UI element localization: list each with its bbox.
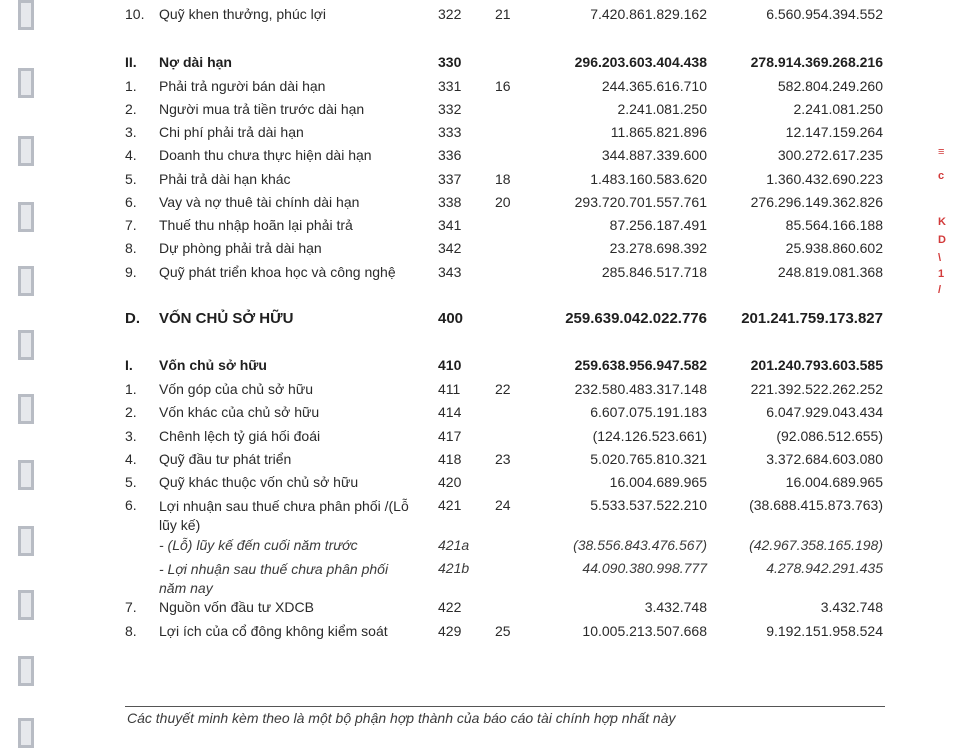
row-label: Thuế thu nhập hoãn lại phải trả	[159, 217, 353, 233]
value-current-year: 2.241.081.250	[617, 101, 707, 117]
stamp-glyph: c	[938, 170, 945, 182]
row-label: Lợi ích của cổ đông không kiểm soát	[159, 623, 388, 639]
binder-mark	[18, 718, 34, 748]
row-number: 7.	[125, 599, 137, 615]
stamp-glyph: /	[938, 284, 942, 296]
value-current-year: 3.432.748	[644, 599, 707, 615]
row-label: Phải trả dài hạn khác	[159, 171, 291, 187]
value-prior-year: 85.564.166.188	[785, 217, 883, 233]
value-prior-year: 6.047.929.043.434	[766, 404, 883, 420]
row-code: 332	[438, 101, 462, 117]
value-prior-year: 25.938.860.602	[785, 240, 883, 256]
row-code: 418	[438, 451, 462, 467]
row-number: II.	[125, 54, 137, 70]
value-current-year: 16.004.689.965	[609, 474, 707, 490]
row-label: VỐN CHỦ SỞ HỮU	[159, 310, 294, 327]
row-code: 421b	[438, 560, 470, 576]
value-prior-year: 6.560.954.394.552	[766, 6, 883, 22]
row-label: - (Lỗ) lũy kế đến cuối năm trước	[159, 537, 358, 553]
value-prior-year: 278.914.369.268.216	[750, 54, 883, 70]
value-prior-year: 1.360.432.690.223	[766, 171, 883, 187]
value-prior-year: 9.192.151.958.524	[766, 623, 883, 639]
row-number: 9.	[125, 264, 137, 280]
row-code: 410	[438, 357, 462, 373]
row-code: 331	[438, 78, 462, 94]
row-code: 337	[438, 171, 462, 187]
row-number: 8.	[125, 623, 137, 639]
row-label: Vốn khác của chủ sở hữu	[159, 404, 320, 420]
row-label: Doanh thu chưa thực hiện dài hạn	[159, 147, 372, 163]
row-label: Chi phí phải trả dài hạn	[159, 124, 304, 140]
row-code: 342	[438, 240, 462, 256]
row-code: 411	[438, 381, 461, 397]
row-label: Lợi nhuận sau thuế chưa phân phối /(Lỗ lũy kế)	[159, 498, 409, 533]
row-label: Nguồn vốn đầu tư XDCB	[159, 599, 314, 615]
row-code: 400	[438, 310, 464, 327]
row-code: 421a	[438, 537, 470, 553]
row-number: 1.	[125, 381, 137, 397]
value-current-year: 5.533.537.522.210	[590, 497, 707, 513]
stamp-glyph: ≡	[938, 146, 945, 158]
value-current-year: 285.846.517.718	[601, 264, 707, 280]
row-label: Dự phòng phải trả dài hạn	[159, 240, 322, 256]
row-code: 414	[438, 404, 462, 420]
row-code: 322	[438, 6, 462, 22]
row-number: 7.	[125, 217, 137, 233]
value-current-year: 87.256.187.491	[609, 217, 707, 233]
row-label: Quỹ phát triển khoa học và công nghệ	[159, 264, 396, 280]
value-current-year: 23.278.698.392	[609, 240, 707, 256]
value-current-year: 6.607.075.191.183	[590, 404, 707, 420]
value-prior-year: 582.804.249.260	[777, 78, 883, 94]
row-code: 422	[438, 599, 462, 615]
row-number: D.	[125, 310, 140, 327]
value-prior-year: 3.372.684.603.080	[766, 451, 883, 467]
row-number: 1.	[125, 78, 137, 94]
row-number: 3.	[125, 428, 137, 444]
row-code: 420	[438, 474, 462, 490]
value-prior-year: 4.278.942.291.435	[766, 560, 883, 576]
stamp-glyph: D	[938, 234, 946, 246]
row-number: 5.	[125, 171, 137, 187]
row-label: Quỹ đầu tư phát triển	[159, 451, 292, 467]
row-code: 330	[438, 54, 462, 70]
value-prior-year: 276.296.149.362.826	[750, 194, 883, 210]
footer-note: Các thuyết minh kèm theo là một bộ phận hợp thành của báo cáo tài chính hợp nhất này	[127, 710, 676, 726]
row-code: 338	[438, 194, 462, 210]
row-note: 18	[495, 171, 511, 187]
value-current-year: 10.005.213.507.668	[582, 623, 707, 639]
value-current-year: 7.420.861.829.162	[590, 6, 707, 22]
row-code: 421	[438, 497, 462, 513]
row-number: 3.	[125, 124, 137, 140]
value-prior-year: (92.086.512.655)	[776, 428, 883, 444]
value-current-year: (38.556.843.476.567)	[573, 537, 707, 553]
row-number: 4.	[125, 451, 137, 467]
row-label: - Lợi nhuận sau thuế chưa phân phối năm nay	[159, 561, 389, 596]
row-code: 429	[438, 623, 462, 639]
row-label: Vốn chủ sở hữu	[159, 357, 267, 373]
row-code: 333	[438, 124, 462, 140]
row-number: 10.	[125, 6, 145, 22]
row-note: 24	[495, 497, 511, 513]
row-code: 417	[438, 428, 462, 444]
row-note: 16	[495, 78, 511, 94]
value-prior-year: 12.147.159.264	[785, 124, 883, 140]
row-code: 341	[438, 217, 462, 233]
stamp-glyph: \	[938, 252, 942, 264]
value-current-year: 1.483.160.583.620	[590, 171, 707, 187]
value-current-year: 259.639.042.022.776	[565, 310, 707, 327]
value-current-year: 244.365.616.710	[601, 78, 707, 94]
value-current-year: 259.638.956.947.582	[574, 357, 707, 373]
value-current-year: 296.203.603.404.438	[574, 54, 707, 70]
row-label: Chênh lệch tỷ giá hối đoái	[159, 428, 321, 444]
value-prior-year: 3.432.748	[820, 599, 883, 615]
row-label: Vay và nợ thuê tài chính dài hạn	[159, 194, 360, 210]
row-note: 21	[495, 6, 511, 22]
value-prior-year: 248.819.081.368	[777, 264, 883, 280]
value-prior-year: 300.272.617.235	[777, 147, 883, 163]
row-note: 25	[495, 623, 511, 639]
value-current-year: 11.865.821.896	[610, 124, 707, 140]
value-current-year: 44.090.380.998.777	[582, 560, 707, 576]
stamp-glyph: 1	[938, 268, 945, 280]
row-number: 5.	[125, 474, 137, 490]
value-current-year: 293.720.701.557.761	[574, 194, 707, 210]
row-number: 6.	[125, 194, 137, 210]
row-label: Nợ dài hạn	[159, 54, 232, 70]
value-prior-year: 201.240.793.603.585	[750, 357, 883, 373]
row-code: 336	[438, 147, 462, 163]
value-current-year: (124.126.523.661)	[592, 428, 707, 444]
footer-divider	[125, 706, 885, 707]
row-number: 4.	[125, 147, 137, 163]
row-number: 8.	[125, 240, 137, 256]
row-note: 23	[495, 451, 511, 467]
value-prior-year: 221.392.522.262.252	[750, 381, 883, 397]
row-note: 22	[495, 381, 511, 397]
row-number: 2.	[125, 404, 137, 420]
row-number: I.	[125, 357, 133, 373]
value-prior-year: 2.241.081.250	[793, 101, 883, 117]
value-prior-year: 16.004.689.965	[785, 474, 883, 490]
value-current-year: 344.887.339.600	[601, 147, 707, 163]
row-label: Vốn góp của chủ sở hữu	[159, 381, 313, 397]
stamp-glyph: K	[938, 216, 946, 228]
red-stamp-fragment	[938, 140, 958, 310]
row-label: Quỹ khác thuộc vốn chủ sở hữu	[159, 474, 359, 490]
row-number: 2.	[125, 101, 137, 117]
row-label: Quỹ khen thưởng, phúc lợi	[159, 6, 327, 22]
row-label: Phải trả người bán dài hạn	[159, 78, 326, 94]
row-label: Người mua trả tiền trước dài hạn	[159, 101, 365, 117]
row-number: 6.	[125, 497, 137, 513]
value-prior-year: (42.967.358.165.198)	[749, 537, 883, 553]
value-current-year: 5.020.765.810.321	[590, 451, 707, 467]
value-current-year: 232.580.483.317.148	[574, 381, 707, 397]
value-prior-year: (38.688.415.873.763)	[749, 497, 883, 513]
value-prior-year: 201.241.759.173.827	[741, 310, 883, 327]
row-note: 20	[495, 194, 511, 210]
row-code: 343	[438, 264, 462, 280]
